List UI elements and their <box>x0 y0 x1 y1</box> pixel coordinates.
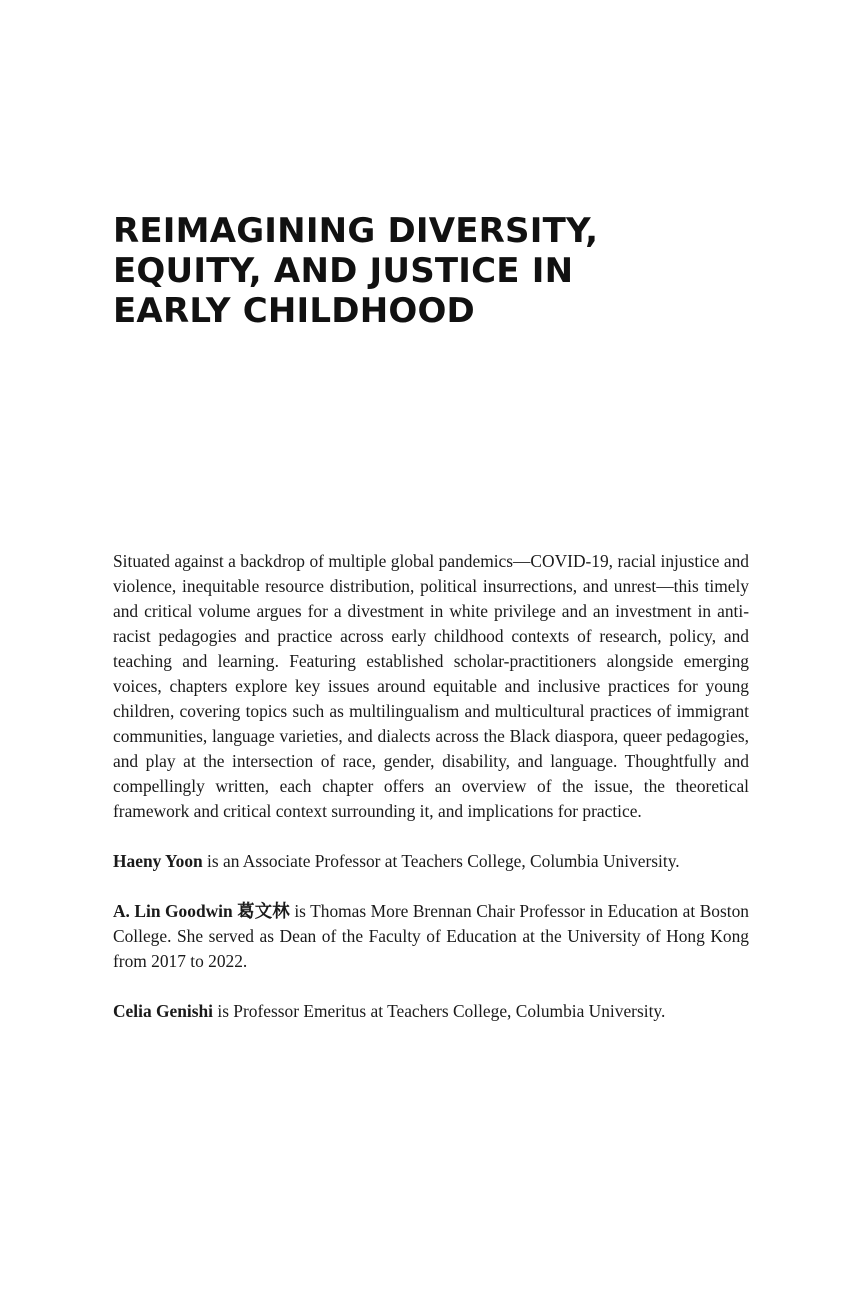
book-description-block <box>113 549 749 1024</box>
author-bio-text: is an Associate Professor at Teachers College, Columbia University. <box>202 851 680 871</box>
title-line: EARLY CHILDHOOD <box>113 291 475 331</box>
author-bio-text: is Professor Emeritus at Teachers College, Columbia University. <box>213 1001 666 1021</box>
author-name: A. Lin Goodwin 葛文林 <box>113 901 290 921</box>
author-name: Celia Genishi <box>113 1001 214 1021</box>
title-line: REIMAGINING DIVERSITY, <box>113 211 599 251</box>
author-name: Haeny Yoon <box>113 851 203 871</box>
book-title <box>113 211 753 331</box>
description-paragraph: Situated against a backdrop of multiple global pandemics—COVID-19, racial injustice and violence, inequitable resource distribution, political insurrections, and unrest—this timely and critical volume argues for a divestment in white privilege and an investment in anti-racist pedagogies and practice across early childhood contexts of research, policy, and teaching and learning. Featuring established scholar-practitioners alongside emerging voices, chapters explore key issues around equitable and inclusive practices for young children, covering topics such as multilingualism and multicultural practices of immigrant communities, language varieties, and dialects across the Black diaspora, queer pedagogies, and play at the intersection of race, gender, disability, and language. Thoughtfully and compellingly written, each chapter offers an overview of the issue, the theoretical framework and critical context surrounding it, and implications for practice. <box>113 551 749 821</box>
author-bio <box>113 899 749 974</box>
author-bio <box>113 999 749 1024</box>
author-bio-text: is Thomas More Brennan Chair Professor in Education at Boston College. She served as Dean of the Faculty of Education at the University of Hong Kong from 2017 to 2022. <box>113 901 749 971</box>
author-bio <box>113 849 749 874</box>
title-line: EQUITY, AND JUSTICE IN <box>113 251 574 291</box>
